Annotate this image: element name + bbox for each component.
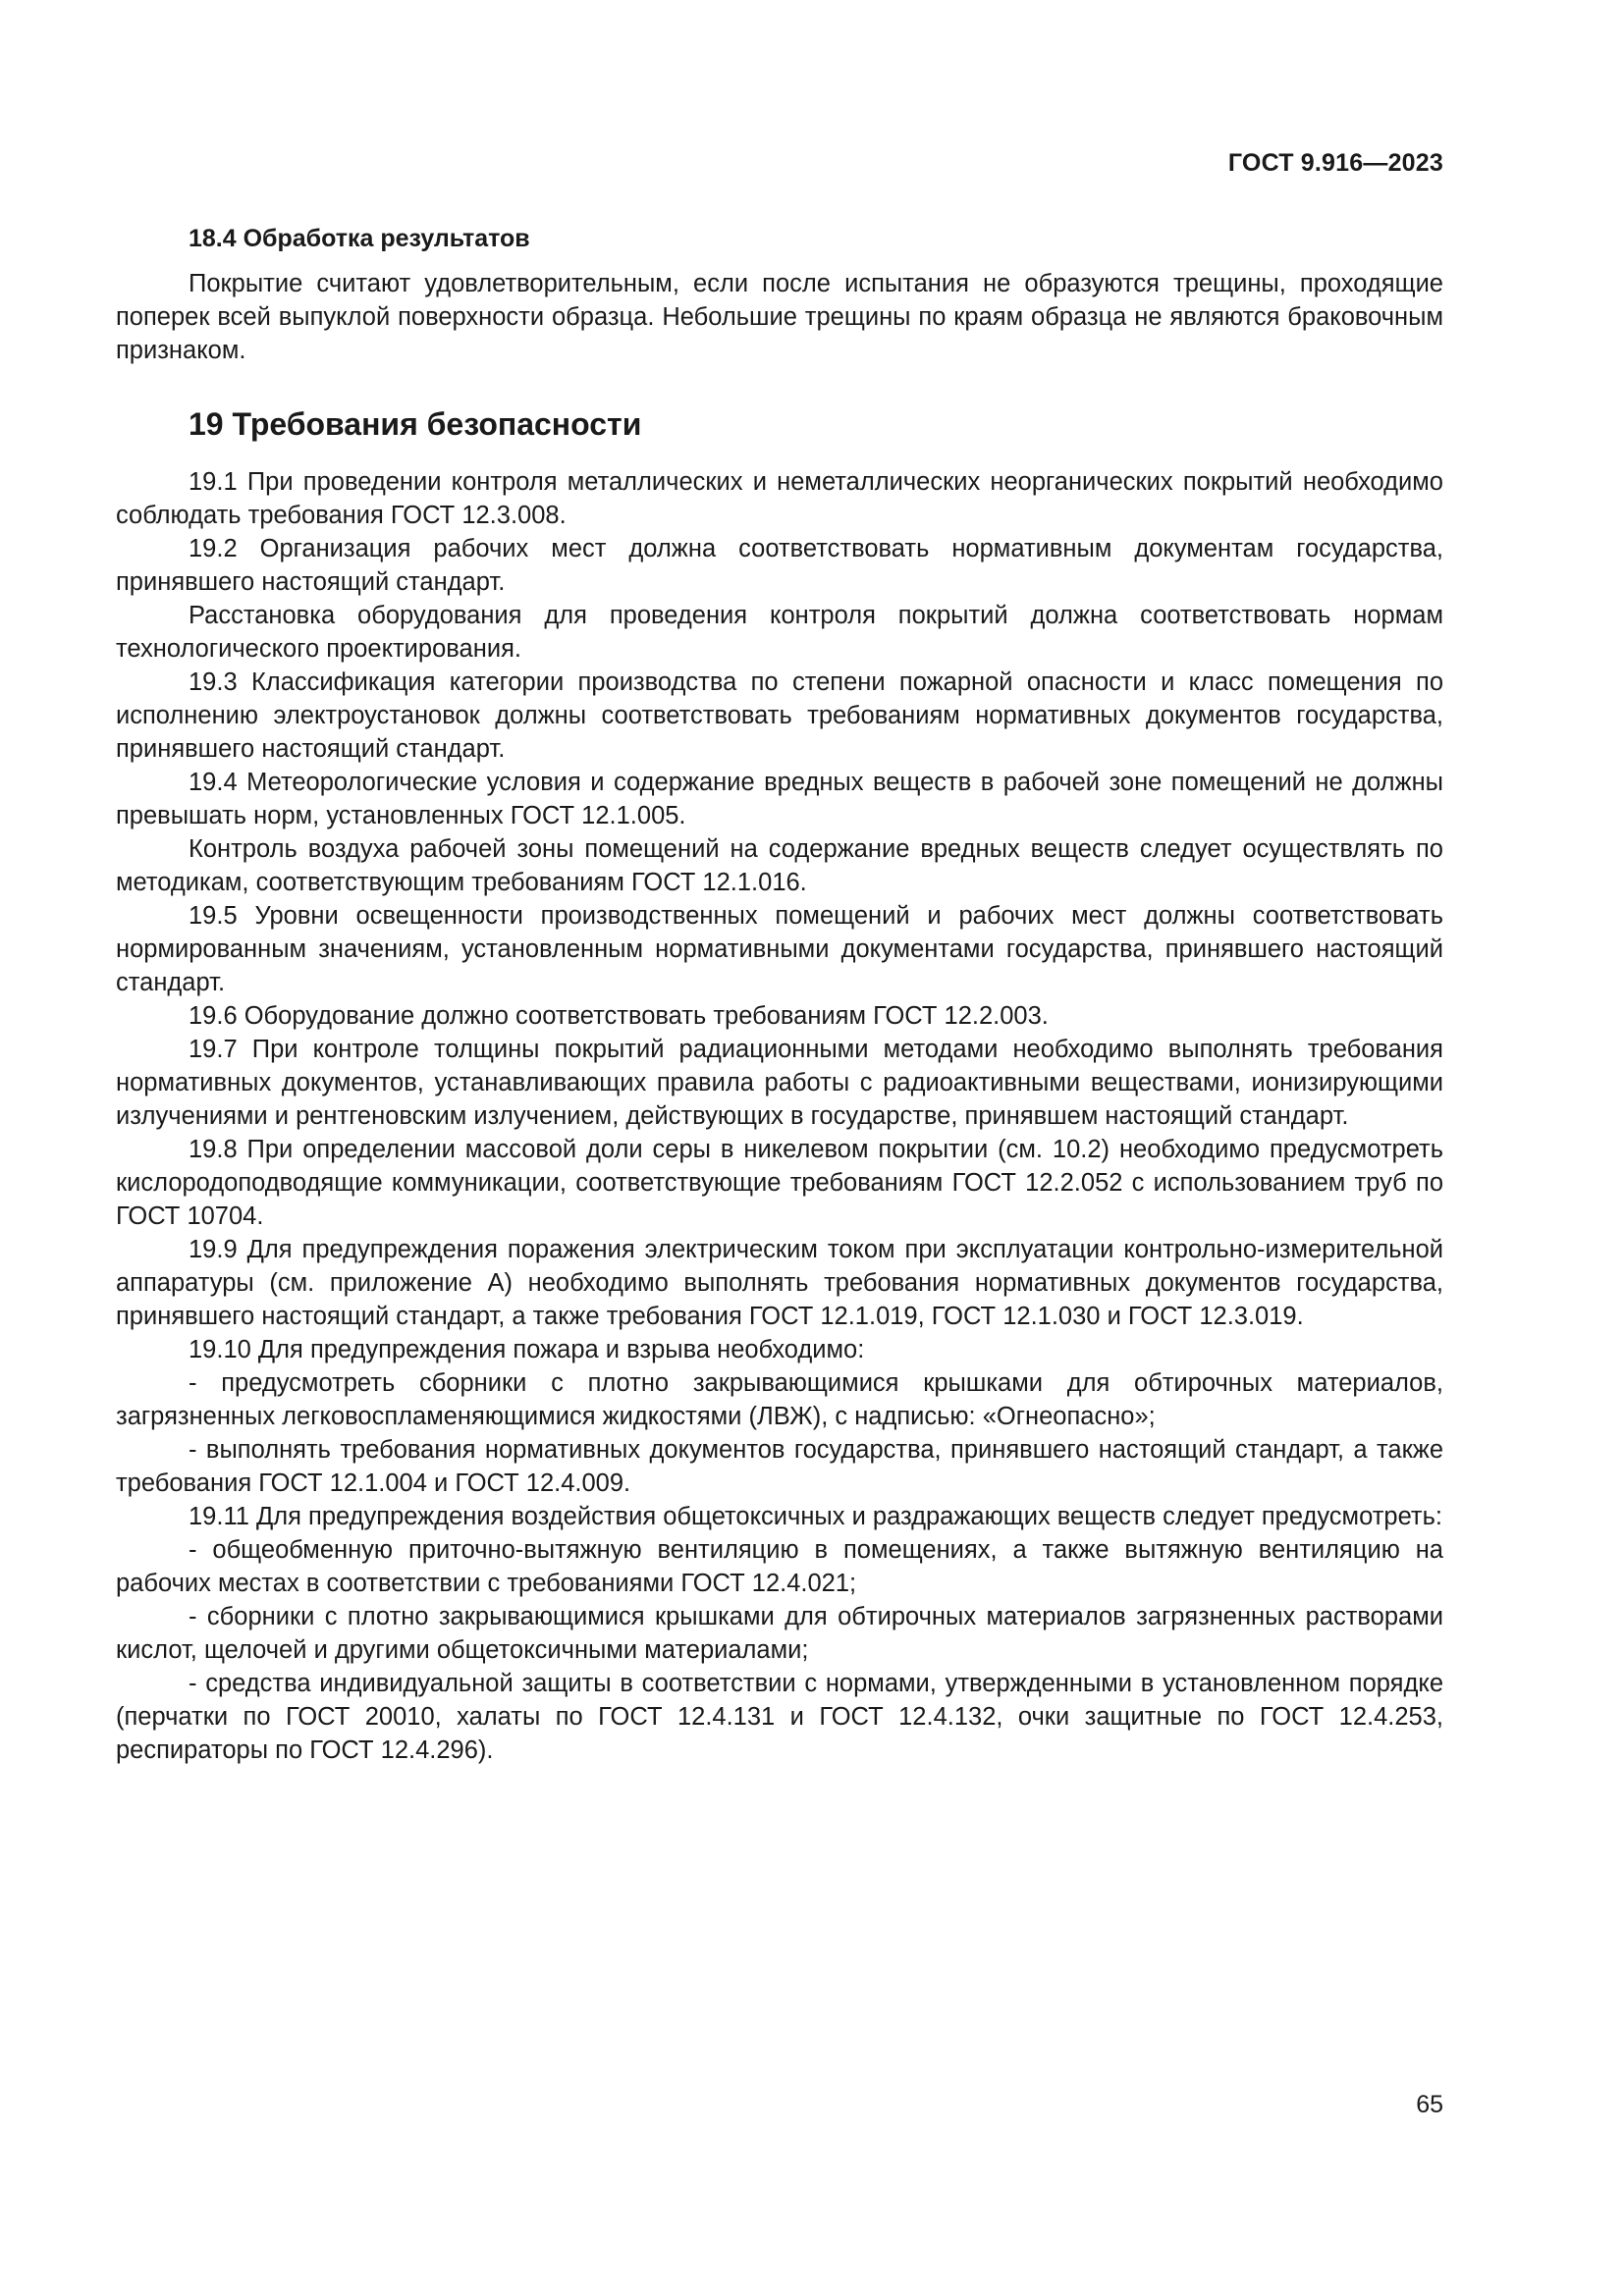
paragraph-19-3: 19.3 Классификация категории производства по степени пожарной опасности и класс помещения по исполнению электроустановок должны соответствовать требованиям нормативных документов государства, принявшего настоящий стандарт. — [116, 668, 1443, 763]
list-item-19-11-b: - сборники с плотно закрывающимися крышками для обтирочных материалов загрязненных растворами кислот, щелочей и другими общетоксичными материалами; — [116, 1603, 1443, 1664]
list-item-19-11-c: - средства индивидуальной защиты в соответствии с нормами, утвержденными в установленном порядке (перчатки по ГОСТ 20010, халаты по ГОСТ 12.4.131 и ГОСТ 12.4.132, очки защитные по ГОСТ 12.4.253, респираторы по ГОСТ 12.4.296). — [116, 1670, 1443, 1764]
page-number: 65 — [1416, 2091, 1443, 2118]
paragraph-19-6: 19.6 Оборудование должно соответствовать требованиям ГОСТ 12.2.003. — [189, 1002, 1049, 1030]
paragraph-18-4: Покрытие считают удовлетворительным, если после испытания не образуются трещины, проходящие поперек всей выпуклой поверхности образца. Небольшие трещины по краям образца не являются браковочным признаком. — [116, 270, 1443, 364]
paragraph-19-2-equipment: Расстановка оборудования для проведения контроля покрытий должна соответствовать нормам технологического проектирования. — [116, 602, 1443, 663]
paragraph-19-8: 19.8 При определении массовой доли серы в никелевом покрытии (см. 10.2) необходимо предусмотреть кислородоподводящие коммуникации, соответствующие требованиям ГОСТ 12.2.052 с использованием труб по ГОСТ 10704. — [116, 1136, 1443, 1230]
document-code: ГОСТ 9.916—2023 — [1227, 149, 1443, 177]
paragraph-19-9: 19.9 Для предупреждения поражения электрическим током при эксплуатации контрольно-измерительной аппаратуры (см. приложение А) необходимо выполнять требования нормативных документов государства, принявшего настоящий стандарт, а также требования ГОСТ 12.1.019, ГОСТ 12.1.030 и ГОСТ 12.3.019. — [116, 1236, 1443, 1330]
paragraph-19-1: 19.1 При проведении контроля металлических и неметаллических неорганических покрытий необходимо соблюдать требования ГОСТ 12.3.008. — [116, 468, 1443, 529]
subsection-title-18-4: 18.4 Обработка результатов — [189, 225, 530, 252]
paragraph-19-4-air-control: Контроль воздуха рабочей зоны помещений на содержание вредных веществ следует осуществлять по методикам, соответствующим требованиям ГОСТ 12.1.016. — [116, 835, 1443, 896]
paragraph-19-11: 19.11 Для предупреждения воздействия общетоксичных и раздражающих веществ следует предусмотреть: — [189, 1503, 1442, 1530]
list-item-19-11-a: - общеобменную приточно-вытяжную вентиляцию в помещениях, а также вытяжную вентиляцию на рабочих местах в соответствии с требованиями ГОСТ 12.4.021; — [116, 1536, 1443, 1597]
paragraph-19-10: 19.10 Для предупреждения пожара и взрыва необходимо: — [189, 1336, 865, 1363]
list-item-19-10-a: - предусмотреть сборники с плотно закрывающимися крышками для обтирочных материалов, загрязненных легковоспламеняющимися жидкостями (ЛВЖ), с надписью: «Огнеопасно»; — [116, 1369, 1443, 1430]
paragraph-19-4: 19.4 Метеорологические условия и содержание вредных веществ в рабочей зоне помещений не должны превышать норм, установленных ГОСТ 12.1.005. — [116, 769, 1443, 829]
paragraph-19-5: 19.5 Уровни освещенности производственных помещений и рабочих мест должны соответствовать нормированным значениям, установленным нормативными документами государства, принявшего настоящий стандарт. — [116, 902, 1443, 996]
section-title-19: 19 Требования безопасности — [189, 406, 642, 442]
list-item-19-10-b: - выполнять требования нормативных документов государства, принявшего настоящий стандарт, а также требования ГОСТ 12.1.004 и ГОСТ 12.4.009. — [116, 1436, 1443, 1497]
paragraph-19-7: 19.7 При контроле толщины покрытий радиационными методами необходимо выполнять требования нормативных документов, устанавливающих правила работы с радиоактивными веществами, ионизирующими излучениями и рентгеновским излучением, действующих в государстве, принявшем настоящий стандарт. — [116, 1036, 1443, 1130]
paragraph-19-2: 19.2 Организация рабочих мест должна соответствовать нормативным документам государства, принявшего настоящий стандарт. — [116, 535, 1443, 596]
page-content — [116, 222, 1443, 1767]
